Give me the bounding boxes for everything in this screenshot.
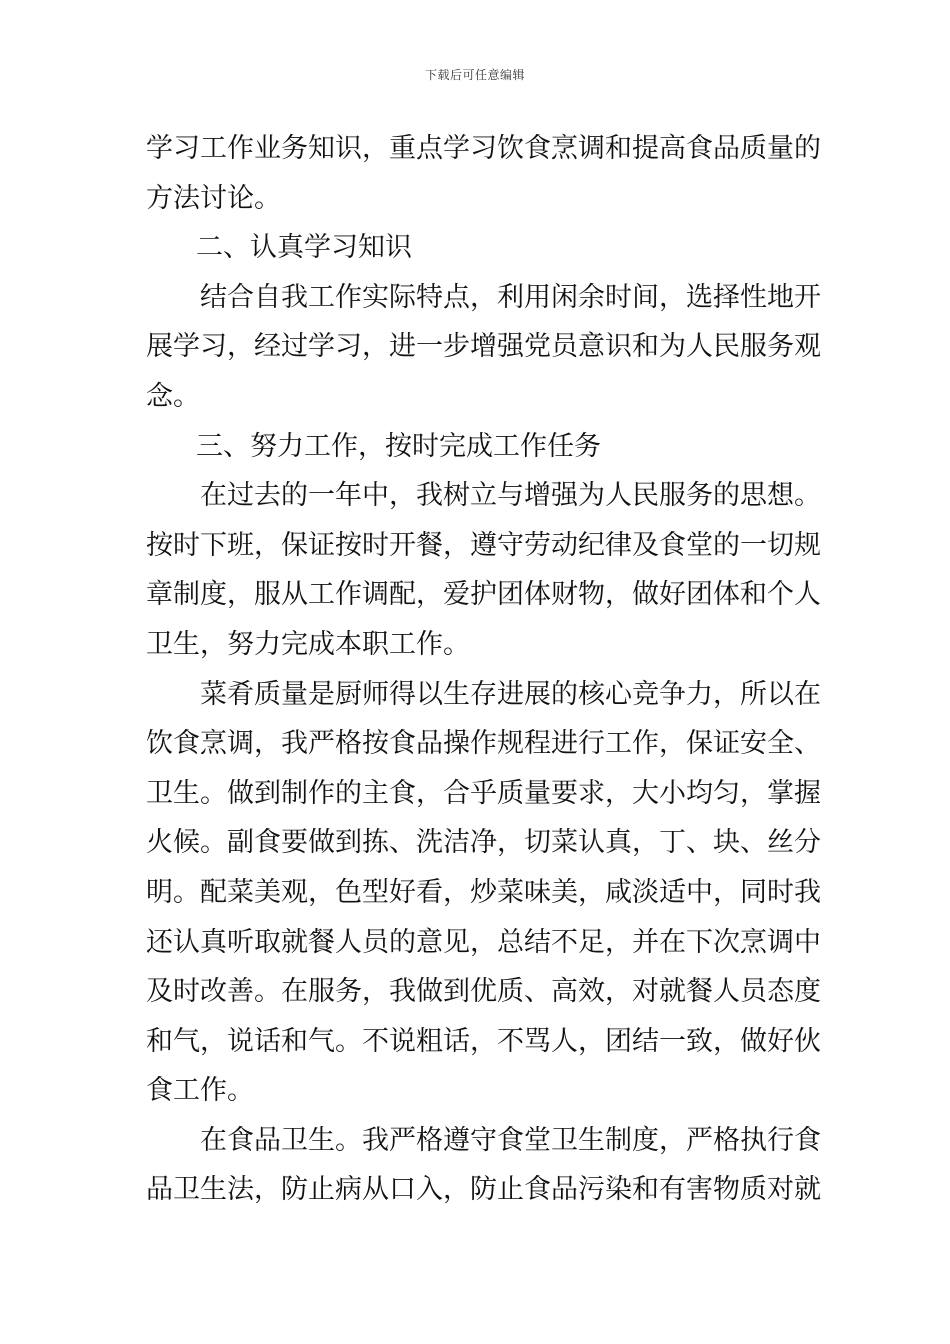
text-line: 在食品卫生。我严格遵守食堂卫生制度，严格执行食	[200, 1124, 821, 1156]
text-line: 饮食烹调，我严格按食品操作规程进行工作，保证安全、	[146, 728, 821, 760]
text-line: 章制度，服从工作调配，爱护团体财物，做好团体和个人	[146, 579, 821, 611]
text-line: 按时下班，保证按时开餐，遵守劳动纪律及食堂的一切规	[146, 529, 821, 561]
text-line: 火候。副食要做到拣、洗洁净，切菜认真，丁、块、丝分	[146, 827, 821, 859]
document-body	[146, 124, 821, 1215]
text-line: 和气，说话和气。不说粗话，不骂人，团结一致，做好伙	[146, 1025, 821, 1057]
text-line: 卫生，努力完成本职工作。	[146, 628, 470, 660]
text-line: 在过去的一年中，我树立与增强为人民服务的思想。	[200, 480, 821, 512]
text-line: 卫生。做到制作的主食，合乎质量要求，大小均匀，掌握	[146, 777, 821, 809]
text-line: 展学习，经过学习，进一步增强党员意识和为人民服务观	[146, 331, 821, 363]
header-note: 下载后可任意编辑	[424, 68, 525, 82]
text-line: 明。配菜美观，色型好看，炒菜味美，咸淡适中，同时我	[146, 876, 821, 908]
section-heading: 二、认真学习知识	[196, 232, 412, 264]
text-line: 食工作。	[146, 1075, 254, 1107]
text-line: 及时改善。在服务，我做到优质、高效，对就餐人员态度	[146, 976, 821, 1008]
text-line: 菜肴质量是厨师得以生存进展的核心竞争力，所以在	[200, 678, 821, 710]
text-line: 品卫生法，防止病从口入，防止食品污染和有害物质对就	[146, 1174, 821, 1206]
text-line: 念。	[146, 380, 200, 412]
text-line: 学习工作业务知识，重点学习饮食烹调和提高食品质量的	[146, 133, 821, 164]
text-line: 还认真听取就餐人员的意见，总结不足，并在下次烹调中	[146, 926, 821, 958]
section-heading: 三、努力工作，按时完成工作任务	[196, 430, 601, 462]
text-line: 结合自我工作实际特点，利用闲余时间，选择性地开	[200, 281, 821, 313]
text-line: 方法讨论。	[146, 182, 281, 214]
